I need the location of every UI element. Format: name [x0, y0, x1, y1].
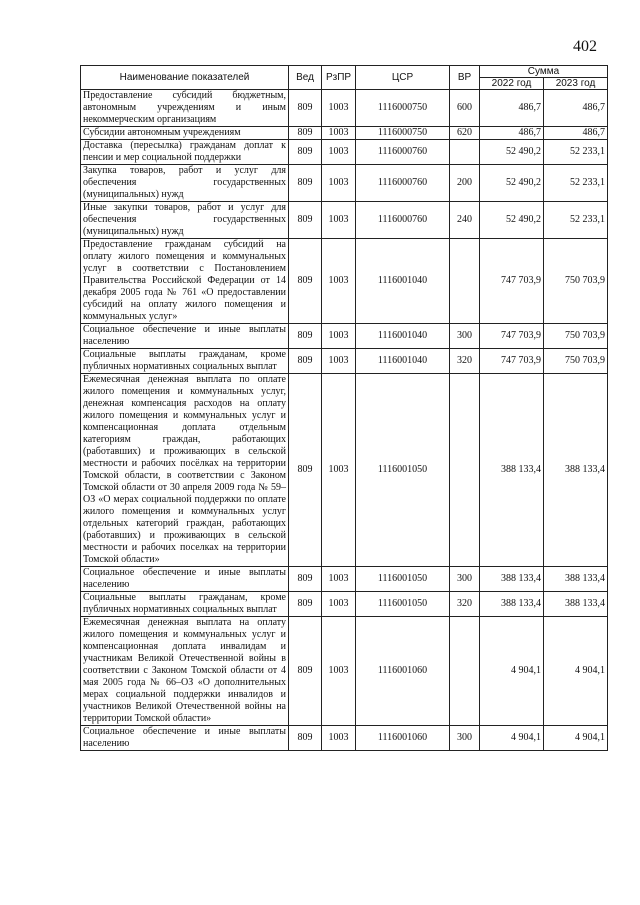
- cell-rzpr: 1003: [322, 90, 356, 127]
- header-sum: Сумма: [480, 66, 608, 78]
- cell-csr: 1116001050: [356, 567, 450, 592]
- header-rzpr: РзПР: [322, 66, 356, 90]
- cell-ved: 809: [289, 349, 322, 374]
- cell-sum-2023: 4 904,1: [544, 726, 608, 751]
- cell-name: Социальное обеспечение и иные выплаты населению: [81, 324, 289, 349]
- budget-table: [80, 65, 608, 751]
- header-vr: ВР: [450, 66, 480, 90]
- cell-ved: 809: [289, 592, 322, 617]
- cell-sum-2022: 4 904,1: [480, 726, 544, 751]
- cell-csr: 1116000760: [356, 165, 450, 202]
- cell-sum-2022: 747 703,9: [480, 324, 544, 349]
- table-row: [81, 592, 608, 617]
- cell-ved: 809: [289, 90, 322, 127]
- table-row: [81, 239, 608, 324]
- cell-sum-2022: 388 133,4: [480, 374, 544, 567]
- cell-ved: 809: [289, 202, 322, 239]
- cell-name: Социальные выплаты гражданам, кроме публичных нормативных социальных выплат: [81, 349, 289, 374]
- cell-vr: 300: [450, 567, 480, 592]
- cell-sum-2022: 747 703,9: [480, 349, 544, 374]
- cell-sum-2023: 388 133,4: [544, 374, 608, 567]
- cell-name: Социальное обеспечение и иные выплаты населению: [81, 567, 289, 592]
- table-row: [81, 165, 608, 202]
- table-row: [81, 374, 608, 567]
- cell-sum-2022: 52 490,2: [480, 140, 544, 165]
- cell-name: Доставка (пересылка) гражданам доплат к пенсии и мер социальной поддержки: [81, 140, 289, 165]
- cell-rzpr: 1003: [322, 726, 356, 751]
- cell-vr: 300: [450, 324, 480, 349]
- table-row: [81, 567, 608, 592]
- cell-name: Иные закупки товаров, работ и услуг для обеспечения государственных (муниципальных) нужд: [81, 202, 289, 239]
- cell-vr: 200: [450, 165, 480, 202]
- cell-csr: 1116000750: [356, 127, 450, 140]
- cell-sum-2022: 4 904,1: [480, 617, 544, 726]
- cell-rzpr: 1003: [322, 140, 356, 165]
- cell-rzpr: 1003: [322, 165, 356, 202]
- cell-csr: 1116001060: [356, 726, 450, 751]
- cell-csr: 1116001040: [356, 324, 450, 349]
- table-row: [81, 324, 608, 349]
- table-row: [81, 90, 608, 127]
- table-row: [81, 349, 608, 374]
- cell-vr: 320: [450, 349, 480, 374]
- cell-name: Закупка товаров, работ и услуг для обеспечения государственных (муниципальных) нужд: [81, 165, 289, 202]
- table-row: [81, 127, 608, 140]
- cell-csr: 1116001040: [356, 349, 450, 374]
- cell-ved: 809: [289, 140, 322, 165]
- cell-vr: [450, 617, 480, 726]
- cell-vr: [450, 140, 480, 165]
- cell-rzpr: 1003: [322, 567, 356, 592]
- cell-ved: 809: [289, 617, 322, 726]
- cell-vr: [450, 239, 480, 324]
- cell-vr: 620: [450, 127, 480, 140]
- cell-sum-2023: 388 133,4: [544, 567, 608, 592]
- cell-sum-2023: 52 233,1: [544, 165, 608, 202]
- cell-ved: 809: [289, 165, 322, 202]
- cell-rzpr: 1003: [322, 617, 356, 726]
- cell-sum-2023: 52 233,1: [544, 202, 608, 239]
- cell-name: Социальное обеспечение и иные выплаты населению: [81, 726, 289, 751]
- cell-sum-2023: 4 904,1: [544, 617, 608, 726]
- table-row: [81, 726, 608, 751]
- cell-name: Ежемесячная денежная выплата по оплате жилого помещения и коммунальных услуг, денежная компенсация расходов на оплату жилого помещения и коммунальных услуг и компенсационная доплата отдельным категориям граждан, работающих (работавших) и проживающих в сельской местности и рабочих посёлках на территории Томской области, в соответствии с Законом Томской области от 30 апреля 2009 года № 59–ОЗ «О мерах социальной поддержки по оплате жилого помещения и коммунальных услуг отдельных категорий граждан, работающих (работавших) и проживающих в сельской местности и рабочих поселках на территории Томской области»: [81, 374, 289, 567]
- cell-sum-2023: 486,7: [544, 127, 608, 140]
- cell-rzpr: 1003: [322, 239, 356, 324]
- cell-rzpr: 1003: [322, 349, 356, 374]
- cell-csr: 1116001060: [356, 617, 450, 726]
- cell-sum-2022: 52 490,2: [480, 202, 544, 239]
- cell-name: Предоставление гражданам субсидий на оплату жилого помещения и коммунальных услуг в соответствии с Постановлением Правительства Российской Федерации от 14 декабря 2005 года № 761 «О предоставлении субсидий на оплату жилого помещения и коммунальных услуг»: [81, 239, 289, 324]
- cell-csr: 1116001050: [356, 592, 450, 617]
- cell-csr: 1116001050: [356, 374, 450, 567]
- cell-rzpr: 1003: [322, 592, 356, 617]
- cell-rzpr: 1003: [322, 374, 356, 567]
- table-row: [81, 617, 608, 726]
- cell-name: Предоставление субсидий бюджетным, автономным учреждениям и иным некоммерческим организациям: [81, 90, 289, 127]
- cell-sum-2023: 750 703,9: [544, 239, 608, 324]
- cell-name: Социальные выплаты гражданам, кроме публичных нормативных социальных выплат: [81, 592, 289, 617]
- cell-vr: 600: [450, 90, 480, 127]
- header-csr: ЦСР: [356, 66, 450, 90]
- cell-ved: 809: [289, 239, 322, 324]
- cell-vr: 240: [450, 202, 480, 239]
- cell-sum-2022: 52 490,2: [480, 165, 544, 202]
- cell-vr: 320: [450, 592, 480, 617]
- cell-csr: 1116000760: [356, 140, 450, 165]
- cell-vr: 300: [450, 726, 480, 751]
- cell-sum-2023: 486,7: [544, 90, 608, 127]
- header-year-2022: 2022 год: [480, 78, 544, 90]
- cell-name: Субсидии автономным учреждениям: [81, 127, 289, 140]
- cell-ved: 809: [289, 374, 322, 567]
- cell-ved: 809: [289, 567, 322, 592]
- cell-sum-2023: 388 133,4: [544, 592, 608, 617]
- cell-sum-2022: 388 133,4: [480, 567, 544, 592]
- cell-sum-2023: 750 703,9: [544, 349, 608, 374]
- cell-ved: 809: [289, 127, 322, 140]
- cell-sum-2023: 52 233,1: [544, 140, 608, 165]
- header-ved: Вед: [289, 66, 322, 90]
- cell-rzpr: 1003: [322, 202, 356, 239]
- header-name: Наименование показателей: [81, 66, 289, 90]
- cell-ved: 809: [289, 726, 322, 751]
- cell-rzpr: 1003: [322, 127, 356, 140]
- cell-name: Ежемесячная денежная выплата на оплату жилого помещения и коммунальных услуг и компенсационная доплата инвалидам и участникам Великой Отечественной войны в соответствии с Законом Томской области от 4 мая 2005 года № 66–ОЗ «О дополнительных мерах социальной поддержки инвалидов и участников Великой Отечественной войны на территории Томской области»: [81, 617, 289, 726]
- cell-csr: 1116001040: [356, 239, 450, 324]
- cell-rzpr: 1003: [322, 324, 356, 349]
- cell-sum-2022: 388 133,4: [480, 592, 544, 617]
- table-row: [81, 140, 608, 165]
- cell-vr: [450, 374, 480, 567]
- table-row: [81, 202, 608, 239]
- cell-sum-2022: 486,7: [480, 127, 544, 140]
- cell-csr: 1116000750: [356, 90, 450, 127]
- page-number: 402: [573, 38, 597, 55]
- header-year-2023: 2023 год: [544, 78, 608, 90]
- cell-sum-2022: 747 703,9: [480, 239, 544, 324]
- cell-ved: 809: [289, 324, 322, 349]
- cell-sum-2022: 486,7: [480, 90, 544, 127]
- table-body: [81, 90, 608, 751]
- cell-sum-2023: 750 703,9: [544, 324, 608, 349]
- cell-csr: 1116000760: [356, 202, 450, 239]
